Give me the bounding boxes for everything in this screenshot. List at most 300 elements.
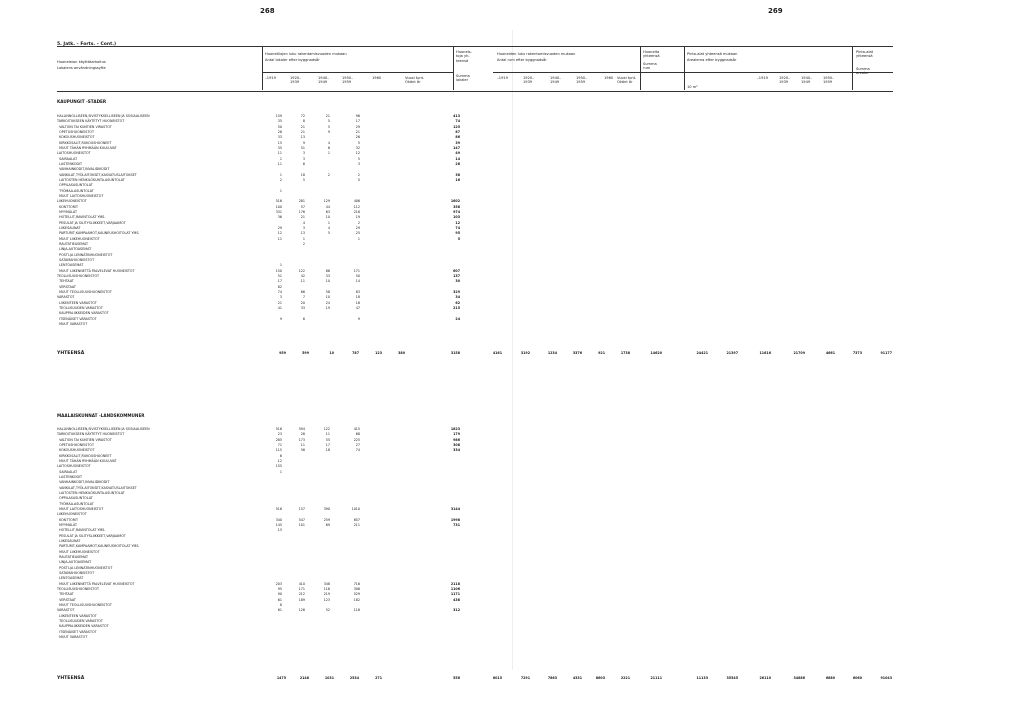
- table-cell: 10: [325, 279, 330, 284]
- header-year-left: 1950– 1959: [342, 76, 353, 85]
- table-cell: 11: [277, 161, 282, 166]
- row-label: LIIKEHUONEISTOT: [57, 199, 87, 204]
- table-cell: 16: [355, 300, 360, 305]
- total-cell: 1475: [276, 676, 286, 680]
- table-cell: 38: [455, 172, 460, 177]
- table-cell: 83: [355, 289, 360, 294]
- total-cell: 6880: [825, 676, 835, 680]
- row-label: MUUT LIIKEHUONEISTOT: [57, 236, 100, 241]
- table-cell: 33: [300, 305, 305, 310]
- table-cell: 11: [325, 432, 330, 437]
- table-cell: 21: [300, 129, 305, 134]
- table-cell: 1: [279, 172, 282, 177]
- table-cell: 159: [275, 114, 282, 118]
- table-cell: 122: [298, 268, 305, 273]
- header-unit: 10 m²: [687, 85, 698, 89]
- total-cell: 1234: [547, 351, 557, 355]
- section1-total-label: YHTEENSÄ: [57, 351, 85, 356]
- total-cell: 6060: [852, 676, 862, 680]
- header-title-sv: Lokalens användningssyfte: [57, 66, 106, 70]
- table-cell: 15: [277, 140, 282, 145]
- table-cell: 55: [325, 437, 330, 442]
- table-cell: 39: [455, 140, 460, 145]
- table-cell: 1: [327, 220, 330, 225]
- total-cell: 8603: [595, 676, 605, 680]
- table-cell: 24: [325, 300, 330, 305]
- total-cell: 21709: [793, 351, 805, 355]
- total-cell: 599: [302, 351, 309, 355]
- table-cell: 529: [353, 592, 360, 597]
- header-year-right: 1920– 1939: [523, 76, 534, 85]
- table-cell: 17: [277, 279, 282, 284]
- row-label: HALLINNOLLISEEN,SIVISTYKSELLISEEN JA SOSIAALISEEN: [57, 114, 150, 118]
- table-cell: 9: [357, 316, 360, 321]
- row-label: MUUT TEOLLISUUSHUONEISTOT: [57, 289, 112, 294]
- total-cell: 8015: [492, 676, 502, 680]
- row-label: POSTI-JA LENNÄTINHUONEISTOT: [57, 252, 113, 257]
- table-cell: 15: [277, 528, 282, 533]
- header-year-left: 1940– 1949: [318, 76, 329, 85]
- table-cell: 212: [298, 592, 305, 597]
- header-divider: [640, 46, 641, 90]
- table-cell: 35: [277, 119, 282, 124]
- table-cell: 3: [302, 156, 305, 161]
- total-cell: 556: [453, 676, 460, 680]
- table-cell: 176: [298, 209, 305, 214]
- row-label: MUUT LIIKEHUONEISTOT: [57, 549, 100, 554]
- row-label: LAITOSTEN HENKILÖKUNTA-ASUNTOLAT: [57, 490, 125, 495]
- table-cell: 215: [453, 305, 460, 310]
- table-cell: 516: [275, 199, 282, 204]
- row-label: TARKOITUKSEEN KÄYTETYT HUONEISTOT: [57, 119, 125, 124]
- row-label: VALTION TAI KUNTIEN VIRASTOT: [57, 437, 112, 442]
- header-area-sum: Summa arealer: [856, 67, 870, 76]
- table-cell: 63: [325, 209, 330, 214]
- table-cell: 1998: [450, 517, 460, 522]
- header-year-left: –1919: [265, 76, 276, 80]
- header-group-c-sv: Arealerna efter byggnadsår: [687, 58, 737, 62]
- table-cell: 5: [357, 140, 360, 145]
- row-label: MUUT LAITOSHUONEISTOT: [57, 506, 104, 511]
- table-cell: 3: [279, 295, 282, 300]
- row-label: LENTOASEMAT: [57, 576, 84, 581]
- table-cell: 123: [323, 597, 330, 602]
- total-cell: 959: [279, 351, 286, 355]
- row-label: SATAMAHUONEISTOT: [57, 570, 95, 575]
- row-label: MUUT TÄHÄN RYHMÄÄN KUULUVAT: [57, 458, 117, 463]
- row-label: KIRKKOSALIT,RUKOUSHUONEET: [57, 140, 112, 145]
- total-cell: 3376: [572, 351, 582, 355]
- table-cell: 96: [355, 114, 360, 118]
- table-cell: 5: [357, 177, 360, 182]
- table-cell: 95: [455, 231, 460, 236]
- table-cell: 1823: [450, 427, 460, 431]
- total-cell: 921: [598, 351, 605, 355]
- total-cell: 7373: [852, 351, 862, 355]
- total-cell: 3192: [520, 351, 530, 355]
- table-continuation: 5. Jatk. – Forts. – Cont.): [57, 42, 116, 47]
- table-cell: 340: [275, 517, 282, 522]
- table-cell: 74: [455, 119, 460, 124]
- row-label: VARASTOT: [57, 608, 75, 613]
- header-year-area: 1950– 1959: [823, 76, 834, 85]
- row-label: TEOLLISUUDEN VARASTOT: [57, 618, 103, 623]
- total-cell: 26110: [759, 676, 771, 680]
- table-cell: 2: [357, 220, 360, 225]
- row-label: OPPILASASUNTOLAT: [57, 183, 93, 188]
- table-cell: 1: [302, 236, 305, 241]
- table-cell: 100: [275, 204, 282, 209]
- row-label: KONTTORIT: [57, 204, 78, 209]
- row-label: KOKOUSHUONEISTOT: [57, 135, 95, 140]
- table-cell: 52: [325, 608, 330, 613]
- table-cell: 29: [355, 124, 360, 129]
- table-cell: 11: [300, 279, 305, 284]
- table-cell: 27: [355, 442, 360, 447]
- table-cell: 173: [298, 437, 305, 442]
- row-label: HOTELLIT,RAVINTOLAT YMS.: [57, 215, 106, 220]
- total-cell: 91177: [880, 351, 892, 355]
- row-label: ITSENÄISET VARASTOT: [57, 629, 97, 634]
- table-cell: 312: [453, 608, 460, 613]
- table-cell: 95: [277, 586, 282, 591]
- table-cell: 33: [277, 135, 282, 140]
- table-cell: 129: [323, 199, 330, 204]
- table-cell: 4: [327, 225, 330, 230]
- table-cell: 281: [298, 199, 305, 204]
- row-label: KONTTORIT: [57, 517, 78, 522]
- total-cell: 1031: [324, 676, 334, 680]
- row-label: MUUT LAITOSHUONEISTOT: [57, 193, 104, 198]
- table-cell: 390: [323, 506, 330, 511]
- table-cell: 12: [455, 220, 460, 225]
- total-cell: 21397: [726, 351, 738, 355]
- table-cell: 28: [455, 161, 460, 166]
- table-cell: 9: [327, 129, 330, 134]
- table-cell: 25: [355, 231, 360, 236]
- table-cell: 1171: [450, 592, 460, 597]
- row-label: LASTENKODIT: [57, 161, 83, 166]
- row-label: VERSTAAT: [57, 284, 76, 289]
- table-cell: 211: [353, 522, 360, 527]
- header-group-a-fi: Huonetilojen luku rakentamisvuoden mukaan: [265, 52, 347, 56]
- table-cell: 547: [298, 517, 305, 522]
- row-label: KOKOUSHUONEISTOT: [57, 448, 95, 453]
- table-cell: 171: [298, 586, 305, 591]
- table-cell: 61: [277, 608, 282, 613]
- table-cell: 1602: [450, 199, 460, 204]
- total-cell: 7863: [547, 676, 557, 680]
- table-cell: 18: [325, 448, 330, 453]
- table-cell: 147: [453, 145, 460, 150]
- table-cell: 71: [277, 442, 282, 447]
- header-group-c-fi: Pinta-alat yhteensä mukaan: [687, 52, 738, 56]
- total-cell: 787: [352, 351, 359, 355]
- row-label: LAITOSTEN HENKILÖKUNTA-ASUNTOLAT: [57, 177, 125, 182]
- table-cell: 13: [300, 231, 305, 236]
- table-cell: 12: [277, 231, 282, 236]
- table-cell: 5: [327, 124, 330, 129]
- table-cell: 56: [300, 448, 305, 453]
- row-label: LENTOASEMAT: [57, 263, 84, 268]
- table-cell: 2: [357, 172, 360, 177]
- header-year-right: 1940– 1949: [550, 76, 561, 85]
- total-cell: 4331: [572, 676, 582, 680]
- table-cell: 87: [455, 129, 460, 134]
- row-label: OPETUSHUONEISTOT: [57, 442, 95, 447]
- table-cell: 62: [455, 300, 460, 305]
- table-cell: 1: [279, 156, 282, 161]
- table-cell: 30: [455, 279, 460, 284]
- table-cell: 26: [300, 432, 305, 437]
- row-label: VANHAINKODIT,INVALIDIKODIT: [57, 480, 110, 485]
- header-area-total: Pinta-alat yhteensä: [856, 50, 874, 59]
- table-cell: 24: [455, 316, 460, 321]
- table-cell: 9: [279, 316, 282, 321]
- row-label: MUUT VARASTOT: [57, 321, 88, 326]
- row-label: VARASTOT: [57, 295, 75, 300]
- table-cell: 2: [327, 172, 330, 177]
- table-cell: 516: [275, 427, 282, 431]
- row-label: TEOLLISUUDEN VARASTOT: [57, 305, 103, 310]
- header-group-a-sv: Antal lokaler efter byggnadsår: [265, 58, 320, 62]
- table-cell: 731: [453, 522, 460, 527]
- table-cell: 413: [453, 114, 460, 118]
- table-cell: 126: [298, 608, 305, 613]
- table-cell: 17: [325, 442, 330, 447]
- table-cell: 6: [327, 145, 330, 150]
- table-cell: 438: [453, 597, 460, 602]
- table-cell: 1: [327, 151, 330, 156]
- row-label: KIRKKOSALIT,RUKOUSHUONEET: [57, 453, 112, 458]
- table-cell: 12: [277, 458, 282, 463]
- table-cell: 32: [355, 145, 360, 150]
- row-label: TEHTAAT: [57, 279, 74, 284]
- table-cell: 171: [353, 268, 360, 273]
- row-label: LIIKESAUNAT: [57, 538, 81, 543]
- total-cell: 1738: [620, 351, 630, 355]
- row-label: LAITOSHUONEISTOT: [57, 464, 91, 469]
- header-rooms-sum: Summa rum: [643, 62, 657, 71]
- row-label: POSTI-JA LENNÄTINHUONEISTOT: [57, 565, 113, 570]
- header-rooms-label: Huoneis- toja yh- teensä: [456, 50, 472, 63]
- table-cell: 415: [353, 427, 360, 431]
- table-cell: 5: [302, 177, 305, 182]
- row-label: MYYMÄLÄT: [57, 522, 77, 527]
- table-cell: 74: [277, 289, 282, 294]
- total-cell: 2534: [349, 676, 359, 680]
- table-cell: 116: [353, 608, 360, 613]
- header-year-area: –1919: [757, 76, 768, 80]
- table-cell: 4: [302, 220, 305, 225]
- header-divider: [262, 46, 263, 90]
- table-cell: 33: [325, 273, 330, 278]
- header-year-area: 1920– 1939: [779, 76, 790, 85]
- table-cell: 122: [323, 427, 330, 431]
- row-label: HALLINNOLLISEEN,SIVISTYKSELLISEEN JA SOSIAALISEEN: [57, 427, 150, 431]
- header-year-area: 1940– 1949: [801, 76, 812, 85]
- table-cell: 4: [327, 140, 330, 145]
- header-year-left: 1920– 1939: [290, 76, 301, 85]
- table-cell: 51: [277, 273, 282, 278]
- table-cell: 19: [325, 305, 330, 310]
- header-title-fi: Huoneiston käyttötarkoitus: [57, 60, 106, 64]
- header-group-b-fi: Huoneiden luku rakentamisvuoden mukaan: [497, 52, 576, 56]
- header-rule: [493, 72, 893, 73]
- row-label: MUUT LIIKENNETTÄ PALVELEVAT HUONEISTOT: [57, 581, 135, 586]
- table-cell: 21: [325, 114, 330, 118]
- row-label: PARTURIT,KAMPAAMOT,KAUNEUSHOITOLAT YMS.: [57, 544, 140, 549]
- table-cell: 189: [298, 597, 305, 602]
- table-cell: 179: [453, 432, 460, 437]
- table-cell: 334: [453, 448, 460, 453]
- row-label: LIIKEHUONEISTOT: [57, 512, 87, 517]
- table-cell: 1010: [351, 506, 360, 511]
- table-cell: 7: [302, 295, 305, 300]
- table-cell: 112: [353, 204, 360, 209]
- header-year-left: Vuosi tunt. Okänt år: [405, 76, 425, 85]
- row-label: LASTENKODIT: [57, 474, 83, 479]
- table-cell: 285: [275, 437, 282, 442]
- total-cell: 2148: [299, 676, 309, 680]
- table-cell: 216: [353, 209, 360, 214]
- table-cell: 90: [277, 592, 282, 597]
- table-cell: 225: [353, 437, 360, 442]
- header-divider: [684, 46, 685, 90]
- row-label: SAIRAALAT: [57, 156, 78, 161]
- table-cell: 50: [277, 124, 282, 129]
- row-label: TEHTAAT: [57, 592, 74, 597]
- table-cell: 41: [277, 305, 282, 310]
- row-label: LIIKENTEEN VARASTOT: [57, 300, 97, 305]
- row-label: KAUPPALIIKKEIDEN VARASTOT: [57, 311, 109, 316]
- page-number-right: 269: [768, 7, 783, 15]
- table-cell: 406: [353, 199, 360, 204]
- row-label: OPETUSHUONEISTOT: [57, 129, 95, 134]
- table-cell: 9: [302, 140, 305, 145]
- table-cell: 125: [453, 124, 460, 129]
- table-cell: 21: [300, 215, 305, 220]
- table-cell: 2: [302, 241, 305, 246]
- table-cell: 26: [355, 135, 360, 140]
- row-label: TEOLLISUUSHUONEISTOT: [57, 273, 100, 278]
- table-cell: 29: [355, 225, 360, 230]
- table-cell: 3144: [450, 506, 460, 511]
- header-year-right: 1960: [604, 76, 614, 80]
- total-cell: 34886: [793, 676, 805, 680]
- header-year-left: 1960: [372, 76, 382, 80]
- table-cell: 103: [453, 215, 460, 220]
- table-cell: 410: [298, 581, 305, 586]
- table-cell: 150: [275, 268, 282, 273]
- table-cell: 157: [298, 506, 305, 511]
- table-cell: 86: [455, 135, 460, 140]
- table-cell: 3: [302, 225, 305, 230]
- table-cell: 8: [279, 602, 282, 607]
- page-gutter: [512, 30, 513, 670]
- row-label: TARKOITUKSEEN KÄYTETYT HUONEISTOT: [57, 432, 125, 437]
- table-cell: 306: [353, 586, 360, 591]
- row-label: PARTURIT,KAMPAAMOT,KAUNEUSHOITOLAT YMS.: [57, 231, 140, 236]
- table-cell: 19: [355, 215, 360, 220]
- table-cell: 50: [355, 273, 360, 278]
- table-cell: 14: [355, 279, 360, 284]
- row-label: LINJA-AUTOASEMAT: [57, 560, 92, 565]
- table-cell: 12: [355, 151, 360, 156]
- table-cell: 6: [302, 316, 305, 321]
- table-cell: 986: [453, 437, 460, 442]
- table-cell: 607: [453, 268, 460, 273]
- table-cell: 26: [277, 129, 282, 134]
- total-cell: 2221: [620, 676, 630, 680]
- row-label: TYÖMAA-ASUNTOLAT: [57, 501, 94, 506]
- table-cell: 5: [357, 156, 360, 161]
- row-label: VERSTAAT: [57, 597, 76, 602]
- table-cell: 6: [279, 453, 282, 458]
- table-cell: 1: [279, 469, 282, 474]
- table-cell: 155: [275, 464, 282, 469]
- row-label: SATAMAHUONEISTOT: [57, 257, 95, 262]
- header-divider: [453, 46, 454, 90]
- table-cell: 13: [300, 135, 305, 140]
- table-cell: 47: [355, 305, 360, 310]
- total-cell: 10: [329, 351, 334, 355]
- table-cell: 8: [302, 119, 305, 124]
- table-cell: 72: [300, 114, 305, 118]
- table-cell: 16: [455, 177, 460, 182]
- row-label: OPPILASASUNTOLAT: [57, 496, 93, 501]
- table-cell: 1: [279, 188, 282, 193]
- row-label: KAUPPALIIKKEIDEN VARASTOT: [57, 624, 109, 629]
- table-cell: 21: [277, 300, 282, 305]
- table-cell: 116: [323, 586, 330, 591]
- total-cell: 35545: [726, 676, 738, 680]
- row-label: PESULAT JA SILITYSLIIKKEET,VARJAAMOT: [57, 533, 126, 538]
- table-cell: 137: [453, 273, 460, 278]
- table-cell: 145: [275, 522, 282, 527]
- table-cell: 11: [277, 236, 282, 241]
- total-cell: 271: [375, 676, 382, 680]
- table-cell: 974: [453, 209, 460, 214]
- header-divider: [852, 46, 853, 90]
- table-cell: 66: [300, 289, 305, 294]
- table-cell: 1: [357, 236, 360, 241]
- header-sum-label: Summa lokaler: [456, 74, 470, 83]
- table-cell: 115: [275, 448, 282, 453]
- table-cell: 259: [323, 517, 330, 522]
- table-cell: 516: [275, 506, 282, 511]
- table-cell: 82: [277, 284, 282, 289]
- table-cell: 3: [357, 161, 360, 166]
- table-cell: 2: [279, 177, 282, 182]
- table-cell: 11: [300, 442, 305, 447]
- table-cell: 594: [298, 427, 305, 431]
- table-cell: 203: [275, 581, 282, 586]
- table-cell: 10: [325, 215, 330, 220]
- row-label: VANKILAT,TYÖLAITOKSET,KASVATUSLAITOKSET: [57, 172, 137, 177]
- row-label: VANKILAT,TYÖLAITOKSET,KASVATUSLAITOKSET: [57, 485, 137, 490]
- row-label: VANHAINKODIT,INVALIDIKODIT: [57, 167, 110, 172]
- table-cell: 58: [325, 289, 330, 294]
- page-number-left: 268: [260, 7, 275, 15]
- table-cell: 69: [325, 522, 330, 527]
- header-year-right: Vuosi tunt. Okänt år: [617, 76, 637, 85]
- row-label: RAUTATIEASEMAT: [57, 554, 89, 559]
- table-cell: 23: [277, 432, 282, 437]
- table-cell: 74: [355, 448, 360, 453]
- row-label: LIIKESAUNAT: [57, 225, 81, 230]
- table-cell: 51: [300, 145, 305, 150]
